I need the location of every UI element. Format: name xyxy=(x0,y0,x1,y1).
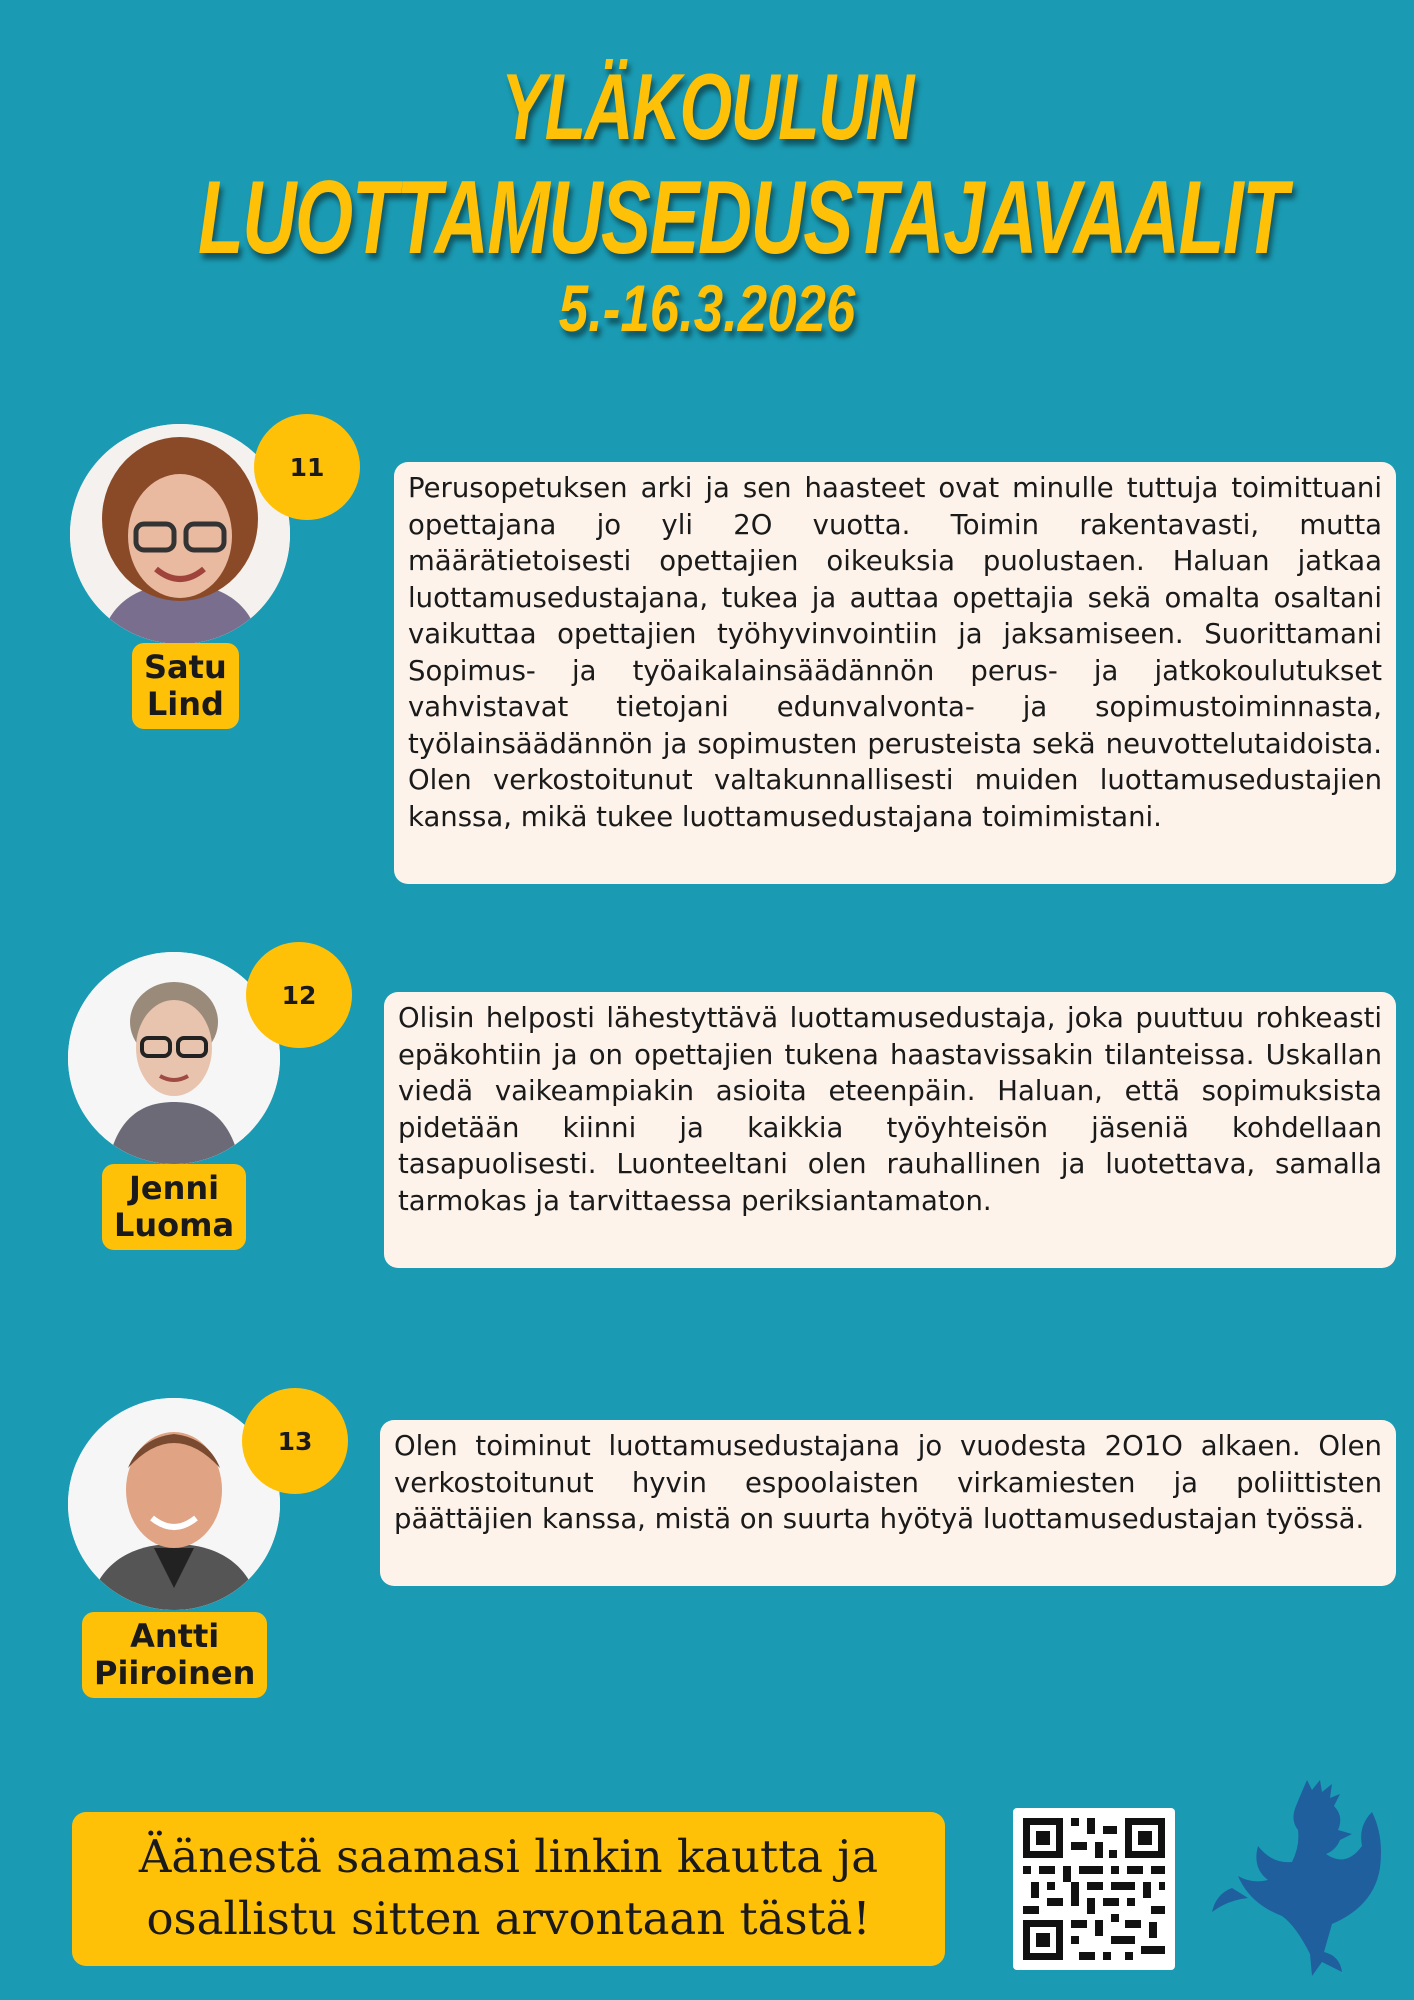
candidate-first-name: Antti xyxy=(130,1617,220,1655)
candidate-last-name: Lind xyxy=(146,685,224,723)
candidate-first-name: Jenni xyxy=(128,1169,220,1207)
candidate-last-name: Piiroinen xyxy=(94,1654,256,1692)
candidate-name-label xyxy=(102,1164,246,1250)
candidate-number-badge: 12 xyxy=(246,942,352,1048)
election-dates: 5.-16.3.2026 xyxy=(558,271,856,345)
candidate-number-badge: 13 xyxy=(242,1388,348,1494)
candidate-number-badge: 11 xyxy=(254,414,360,520)
vote-callout-line-1: Äänestä saamasi linkin kautta ja xyxy=(138,1830,879,1883)
vote-callout-line-2: osallistu sitten arvontaan tästä! xyxy=(146,1892,871,1945)
vote-callout xyxy=(72,1812,945,1966)
candidate-statement xyxy=(380,1420,1396,1586)
rooster-logo-icon xyxy=(1212,1776,1392,1990)
candidate-statement xyxy=(394,462,1396,884)
qr-code-icon[interactable] xyxy=(1013,1808,1175,1970)
title-line-1: YLÄKOULUN xyxy=(501,54,913,159)
candidate-last-name: Luoma xyxy=(114,1206,235,1244)
candidate-statement xyxy=(384,992,1396,1268)
candidate-statement-text: Olisin helposti lähestyttävä luottamusedustaja, joka puuttuu rohkeasti epäkohtiin ja on opettajien tukena haastavissakin tilanteissa. Uskallan viedä vaikeampiakin asioita eteenpäin. Haluan, että sopimuksista pidetään kiinni ja kaikkia työyhteisön jäseniä kohdellaan tasapuolisesti. Luonteeltani olen rauhallinen ja luotettava, samalla tarmokas ja tarvittaessa periksiantamaton. xyxy=(398,1002,1382,1217)
title-line-2: LUOTTAMUSEDUSTAJAVAALIT xyxy=(197,160,1287,276)
candidate-first-name: Satu xyxy=(144,648,227,686)
candidate-statement-text: Perusopetuksen arki ja sen haasteet ovat minulle tuttuja toimittuani opettajana jo yli 2O vuotta. Toimin rakentavasti, mutta määrätietoisesti opettajien oikeuksia puolustaen. Haluan jatkaa luottamusedustajana, tukea ja auttaa opettajia sekä omalta osaltani vaikuttaa opettajien työhyvinvointiin ja jaksamiseen. Suorittamani Sopimus- ja työaikalainsäädännön perus- ja jatkokoulutukset vahvistavat tietojani edunvalvonta- ja sopimustoiminnasta, työlainsäädännön ja sopimusten perusteista sekä neuvottelutaidoista. Olen verkostoitunut valtakunnallisesti muiden luottamusedustajien kanssa, mikä tukee luottamusedustajana toimimistani. xyxy=(408,472,1382,833)
candidate-name-label xyxy=(82,1612,267,1698)
candidate-name-label xyxy=(132,643,239,729)
candidate-statement-text: Olen toiminut luottamusedustajana jo vuodesta 2O1O alkaen. Olen verkostoitunut hyvin espoolaisten virkamiesten ja poliittisten päättäjien kanssa, mistä on suurta hyötyä luottamusedustajan työssä. xyxy=(394,1430,1382,1535)
